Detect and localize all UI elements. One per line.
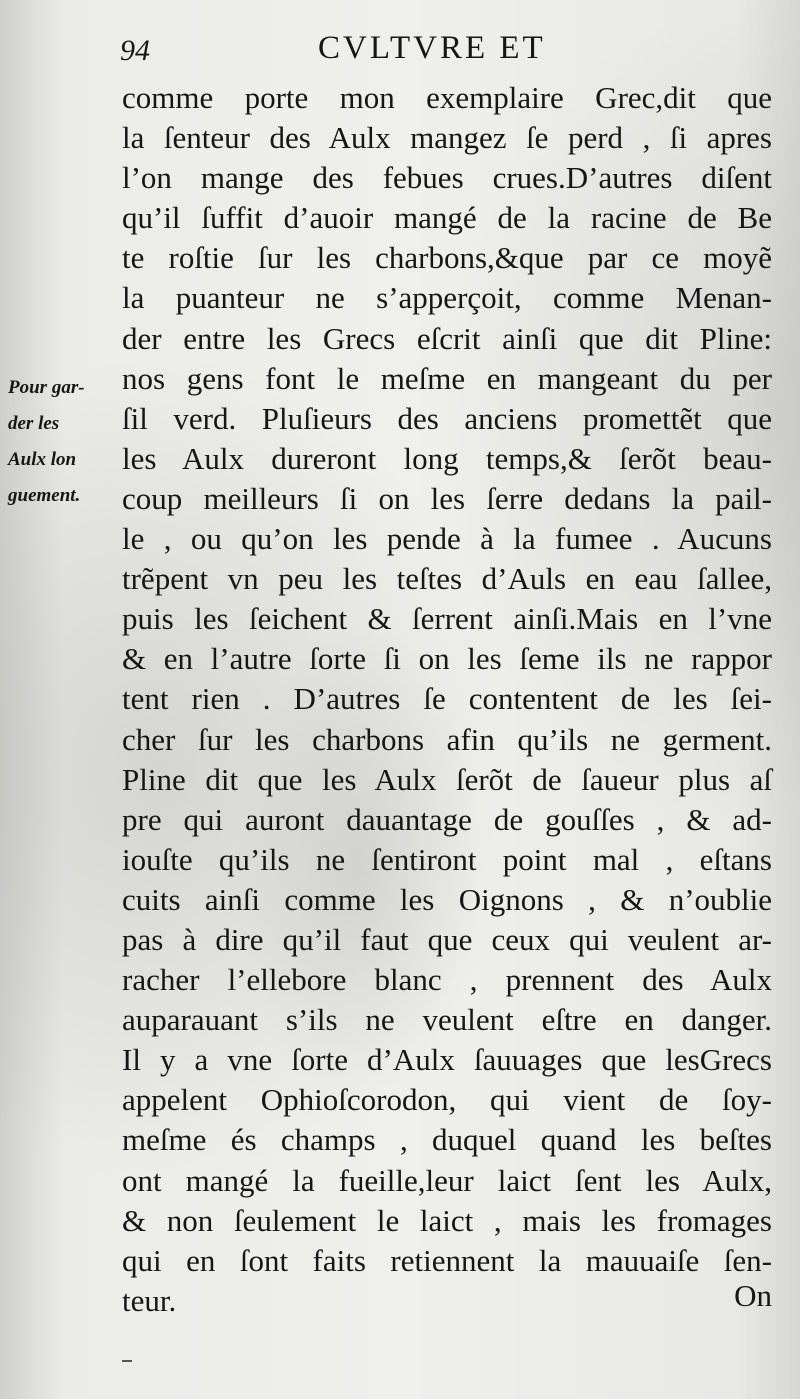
text-line: te roſtie ſur les charbons,&que par ce moyẽ	[122, 240, 772, 276]
text-line: qu’il ſuffit d’auoir mangé de la racine de Be	[122, 200, 772, 236]
text-line: comme porte mon exemplaire Grec,dit que	[122, 80, 772, 115]
marginal-note-line: Pour gar-	[8, 377, 85, 398]
marginal-note-line: guement.	[8, 485, 81, 506]
running-title: CVLTVRE ET	[318, 30, 546, 66]
text-line: Il y a vne ſorte d’Aulx ſauuages que lesGrecs	[122, 1042, 772, 1078]
text-line: pas à dire qu’il faut que ceux qui veulent ar-	[122, 921, 772, 957]
text-line: appelent Ophioſcorodon, qui vient de ſoy-	[122, 1082, 772, 1118]
text-line: cuits ainſi comme les Oignons , & n’oublie	[122, 881, 772, 917]
catchword: On	[734, 1278, 772, 1313]
text-line: & en l’autre ſorte ſi on les ſeme ils ne rappor	[122, 641, 772, 677]
marginal-note-line: Aulx lon	[8, 449, 77, 470]
page-number: 94	[120, 34, 150, 67]
text-line: teur.	[122, 1282, 177, 1318]
text-line: les Aulx dureront long temps,& ſerõt beau-	[122, 440, 772, 476]
marginal-note	[8, 370, 118, 514]
text-line: la ſenteur des Aulx mangez ſe perd , ſi apres	[122, 120, 772, 156]
text-line: qui en ſont faits retiennent la mauuaiſe ſen-	[122, 1242, 772, 1278]
text-line: la puanteur ne s’apperçoit, comme Menan-	[122, 280, 772, 316]
page-edge-mark	[122, 1360, 132, 1362]
text-line: meſme és champs , duquel quand les beſtes	[122, 1122, 772, 1158]
text-line: iouſte qu’ils ne ſentiront point mal , eſtans	[122, 841, 772, 877]
text-line: tent rien . D’autres ſe contentent de les ſei-	[122, 681, 772, 717]
text-line: le , ou qu’on les pende à la fumee . Aucuns	[122, 521, 772, 557]
marginal-note-line: der les	[8, 413, 60, 434]
text-line: auparauant s’ils ne veulent eſtre en danger.	[122, 1002, 772, 1038]
text-line: nos gens font le meſme en mangeant du per	[122, 360, 772, 396]
page-header	[0, 30, 800, 80]
text-line: ont mangé la fueille,leur laict ſent les Aulx,	[122, 1162, 772, 1198]
text-line: racher l’ellebore blanc , prennent des Aulx	[122, 962, 772, 998]
text-line: l’on mange des febues crues.D’autres diſent	[122, 160, 772, 196]
body-text	[122, 78, 772, 1321]
text-line: pre qui auront dauantage de gouſſes , & ad-	[122, 801, 772, 837]
text-line: der entre les Grecs eſcrit ainſi que dit Pline:	[122, 320, 772, 356]
text-line: coup meilleurs ſi on les ſerre dedans la pail-	[122, 480, 772, 516]
text-line: Pline dit que les Aulx ſerõt de ſaueur plus aſ	[122, 761, 772, 797]
text-line: puis les ſeichent & ſerrent ainſi.Mais en l’vne	[122, 601, 772, 637]
text-line: & non ſeulement le laict , mais les fromages	[122, 1202, 772, 1238]
text-line: cher ſur les charbons afin qu’ils ne germent.	[122, 721, 772, 757]
text-line: ſil verd. Pluſieurs des anciens promettẽt que	[122, 400, 772, 436]
text-line: trẽpent vn peu les teſtes d’Auls en eau ſallee,	[122, 561, 772, 597]
